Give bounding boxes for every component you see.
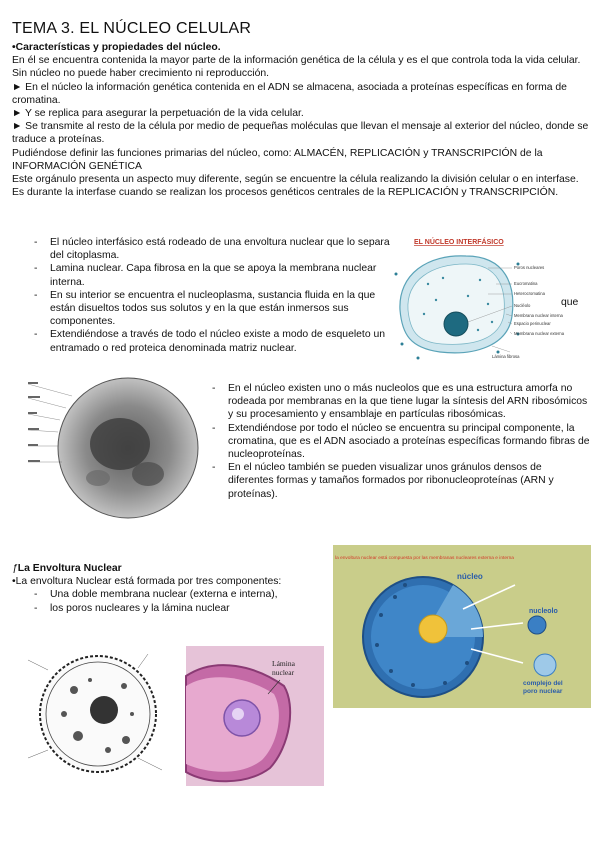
label-poro: poro nuclear — [523, 688, 563, 695]
figure-nucleus-drawing — [28, 640, 162, 786]
paragraph: ► Se transmite al resto de la célula por medio de pequeñas moléculas que llevan el mensaje al exterior del núcleo, donde se traduce a proteínas. — [12, 121, 589, 146]
section-envoltura — [12, 562, 332, 615]
interphase-nucleus-diagram — [388, 234, 565, 364]
figure-caption: la envoltura nuclear está compuesta por las membranas nucleares externa e interna — [335, 556, 514, 561]
section-heading: •Características y propiedades del núcleo. — [12, 42, 221, 53]
paragraph: •La envoltura Nuclear está formada por tres componentes: — [12, 576, 282, 588]
list-item: - Lamina nuclear. Capa fibrosa en la que se apoya la membrana nuclear interna. — [12, 262, 390, 288]
list-item: - Una doble membrana nuclear (externa e interna), — [12, 588, 332, 601]
figure-interphase-nucleus — [388, 234, 565, 364]
bullet-list-nucleolus — [190, 382, 590, 501]
figure-label: Heterocromatina — [514, 291, 545, 296]
paragraph: ► En el núcleo la información genética contenida en el ADN se almacena, asociada a proteínas específicas en forma de cromatina. — [12, 81, 567, 106]
figure-nuclear-envelope — [333, 545, 591, 708]
page — [12, 20, 592, 199]
figure-title: EL NÚCLEO INTERFÁSICO — [414, 239, 504, 246]
bullet-list — [12, 236, 390, 355]
page-title: TEMA 3. EL NÚCLEO CELULAR — [12, 20, 252, 37]
figure-label: Lámina — [272, 659, 295, 668]
nucleus-line-drawing — [28, 640, 162, 786]
section-heading: ƒLa Envoltura Nuclear — [12, 563, 122, 574]
paragraph: Este orgánulo presenta un aspecto muy diferente, según se encuentre la célula realizando la división celular o en interfase. Es durante la interfase cuando se realizan los procesos genéticos centrales de la REPLICACIÓN y TRANSCRIPCIÓN. — [12, 174, 579, 199]
figure-lamina — [186, 646, 324, 786]
paragraph: ► Y se replica para asegurar la perpetuación de la vida celular. — [12, 108, 304, 120]
figure-label: Espacio perinuclear — [514, 321, 551, 326]
list-item: - El núcleo interfásico está rodeado de una envoltura nuclear que lo separa del citoplasma. — [12, 236, 390, 262]
figure-label: Eucromatina — [514, 281, 538, 286]
label-nucleolo: nucleolo — [529, 608, 558, 615]
list-item: - En su interior se encuentra el nucleoplasma, sustancia fluida en la que están disueltos todos sus solutos y en la que están inmersos sus componentes. — [12, 289, 390, 329]
label-poro: complejo del — [523, 680, 563, 687]
list-item: - En el núcleo existen uno o más nucleolos que es una estructura amorfa no rodeada por membranas en la que tiene lugar la síntesis del ARN ribosómicos y su procesamiento y ensamblaje en partículas ribosómicas. — [190, 382, 590, 422]
list-item: - los poros nucleares y la lámina nuclear — [12, 602, 332, 615]
lamina-nuclear-diagram — [186, 646, 324, 786]
figure-micrograph — [28, 374, 198, 522]
paragraph: Pudiéndose definir las funciones primarias del núcleo, como: ALMACÉN, REPLICACIÓN y TRANSCRIPCIÓN de la INFORMACIÓN GENÉTICA — [12, 147, 543, 172]
nuclear-envelope-diagram — [333, 545, 591, 708]
stray-word: que — [561, 297, 579, 308]
figure-label: Nucléolo — [514, 303, 531, 308]
list-item: - Extendiéndose a través de todo el núcleo existe a modo de esqueleto un entramado o red proteica denominada matriz nuclear. — [12, 328, 390, 354]
nucleus-micrograph — [28, 374, 198, 522]
paragraph: En él se encuentra contenida la mayor parte de la información genética de la célula y es el que controla toda la vida celular. Sin núcleo no puede haber crecimiento ni reproducción. — [12, 55, 581, 80]
figure-label: Membrana nuclear interna — [514, 313, 563, 318]
list-item: - En el núcleo también se pueden visualizar unos gránulos densos de diferentes formas y tamaños formados por ribonucleoproteínas (ARN y proteínas). — [190, 461, 590, 501]
figure-label: Membrana nuclear externa — [514, 331, 565, 336]
figure-label: nuclear — [272, 668, 295, 677]
figure-label: Poros nucleares — [514, 265, 545, 270]
figure-label: Lámina fibrosa — [492, 354, 520, 359]
label-nucleo: núcleo — [457, 572, 483, 581]
list-item: - Extendiéndose por todo el núcleo se encuentra su principal componente, la cromatina, que es el ADN asociado a proteínas específicas formando fibras de nucleoproteínas. — [190, 422, 590, 462]
